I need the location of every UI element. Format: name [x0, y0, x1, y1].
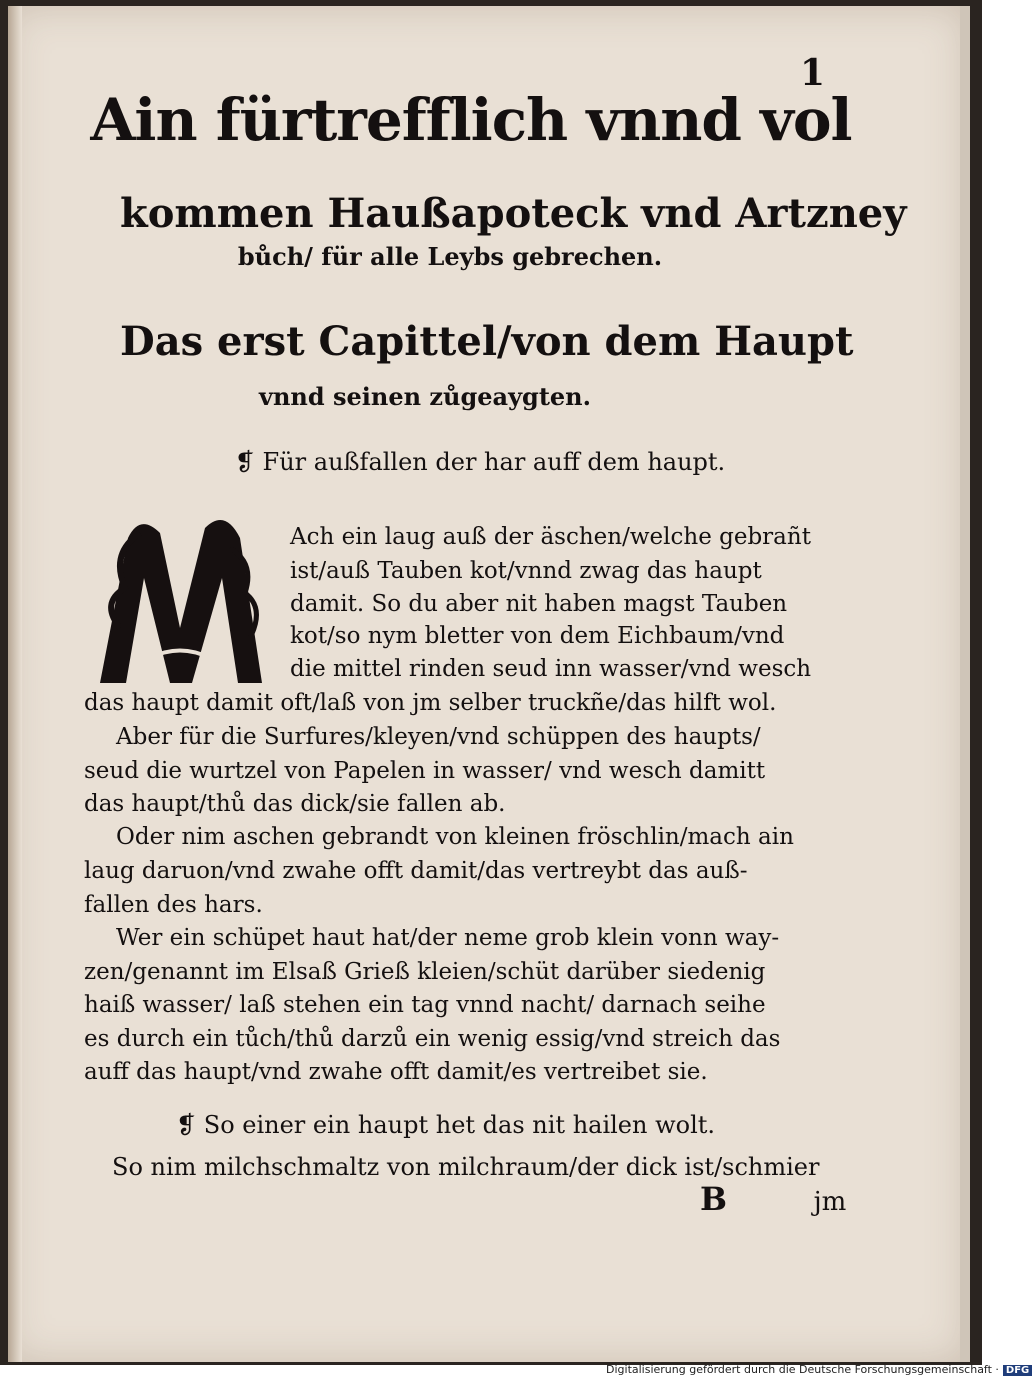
text-line: fallen des hars.: [84, 892, 263, 918]
credit-text: Digitalisierung gefördert durch die Deutsche Forschungsgemeinschaft ·: [606, 1363, 999, 1376]
title-line-1: Ain fürtrefflich vnnd vol: [90, 86, 852, 154]
text-line: zen/genannt im Elsaß Grieß kleien/schüt darüber siedenig: [84, 959, 766, 985]
page-gutter: [8, 6, 22, 1362]
text-line: laug daruon/vnd zwahe offt damit/das vertreybt das auß-: [84, 858, 748, 884]
text-line: haiß wasser/ laß stehen ein tag vnnd nacht/ darnach seihe: [84, 992, 766, 1018]
text-line: Aber für die Surfures/kleyen/vnd schüppen des haupts/: [116, 724, 761, 750]
title-line-3: bůch/ für alle Leybs gebrechen.: [237, 242, 663, 271]
section-heading-2: ❡ So einer ein haupt het das nit hailen wolt.: [176, 1111, 716, 1139]
page-edge: [960, 6, 970, 1362]
text-line: auff das haupt/vnd zwahe offt damit/es vertreibet sie.: [84, 1059, 708, 1085]
digitization-credit: [606, 1363, 1030, 1383]
text-line: So nim milchschmaltz von milchraum/der dick ist/schmier: [112, 1153, 820, 1181]
initial-m-icon: [80, 508, 280, 693]
text-line: Oder nim aschen gebrandt von kleinen fröschlin/mach ain: [116, 824, 794, 850]
ornamental-initial: [80, 508, 280, 693]
text-line: damit. So du aber nit haben magst Tauben: [290, 591, 788, 617]
text-line: ist/auß Tauben kot/vnnd zwag das haupt: [290, 558, 762, 584]
title-line-2: kommen Haußapoteck vnd Artzney: [120, 190, 907, 237]
text-line: das haupt/thů das dick/sie fallen ab.: [84, 791, 506, 817]
text-line: seud die wurtzel von Papelen in wasser/ vnd wesch damitt: [84, 758, 766, 784]
text-line: das haupt damit oft/laß von jm selber truckñe/das hilft wol.: [84, 690, 777, 716]
chapter-heading-line-1: Das erst Capittel/von dem Haupt: [120, 318, 854, 365]
chapter-heading-line-2: vnnd seinen zůgeaygten.: [259, 382, 591, 411]
text-line: kot/so nym bletter von dem Eichbaum/vnd: [290, 623, 785, 649]
pilcrow-icon: ❡: [176, 1111, 204, 1139]
section-heading-1: ❡ Für außfallen der har auff dem haupt.: [234, 448, 726, 476]
text-line: Ach ein laug auß der äschen/welche gebrañt: [290, 524, 811, 550]
text-line: es durch ein tůch/thů darzů ein wenig essig/vnd streich das: [84, 1026, 781, 1052]
signature-and-catchword: [700, 1180, 846, 1218]
text-line: Wer ein schüpet haut hat/der neme grob klein vonn way-: [116, 925, 780, 951]
signature-mark: B: [700, 1180, 728, 1218]
catchword: jm: [813, 1187, 847, 1217]
folio-number: 1: [800, 52, 826, 94]
dfg-logo: DFG: [1003, 1365, 1032, 1376]
pilcrow-icon: ❡: [234, 448, 263, 476]
text-line: die mittel rinden seud inn wasser/vnd wesch: [290, 656, 812, 682]
